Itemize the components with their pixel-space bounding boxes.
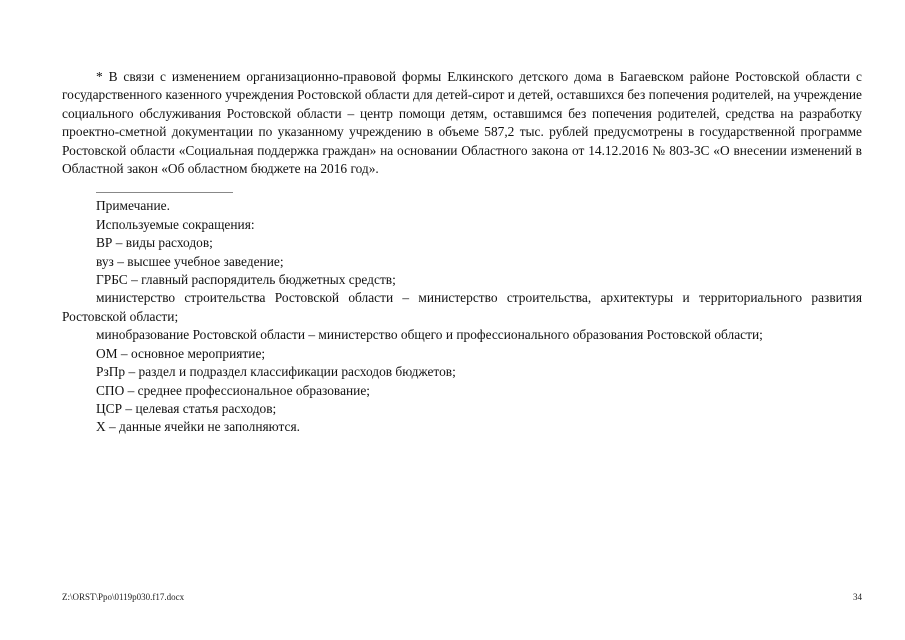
abbreviations-heading: Используемые сокращения: — [96, 216, 255, 232]
file-path: Z:\ORST\Ppo\0119p030.f17.docx — [62, 592, 185, 602]
footnote-paragraph: * В связи с изменением организационно-правовой формы Елкинского детского дома в Багаевском районе Ростовской области с государственного казенного учреждения Ростовской области для детей-сирот и детей, оставшихся без попечения родителей, на учреждение социального обслуживания Ростовской области – центр помощи детям, оставшимся без попечения родителей, средства на разработку проектно-сметной документации по указанному учреждению в объеме 587,2 тыс. рублей предусмотрены в государственной программе Ростовской области «Социальная поддержка граждан» на основании Областного закона от 14.12.2016 № 803-ЗС «О внесении изменений в Областной закон «Об областном бюджете на 2016 год». — [62, 69, 862, 177]
separator-line — [96, 192, 233, 193]
note-section — [62, 197, 862, 436]
abbreviation-item: минобразование Ростовской области – министерство общего и профессионального образования Ростовской области; — [96, 327, 763, 343]
abbreviation-item: РзПр – раздел и подраздел классификации расходов бюджетов; — [96, 364, 456, 380]
abbreviation-item: СПО – среднее профессиональное образование; — [96, 382, 371, 398]
note-title: Примечание. — [96, 198, 170, 214]
abbreviation-item: ЦСР – целевая статья расходов; — [96, 400, 277, 416]
abbreviation-item: ГРБС – главный распорядитель бюджетных средств; — [96, 272, 396, 288]
page-number: 34 — [853, 592, 862, 602]
abbreviation-item: министерство строительства Ростовской области – министерство строительства, архитектуры и территориального развития Ростовской области; — [62, 290, 862, 324]
abbreviation-item: ОМ – основное мероприятие; — [96, 345, 266, 361]
abbreviation-item: ВР – виды расходов; — [96, 235, 213, 251]
document-page — [62, 68, 862, 437]
abbreviation-item: вуз – высшее учебное заведение; — [96, 253, 284, 269]
abbreviation-item: Х – данные ячейки не заполняются. — [96, 419, 300, 435]
